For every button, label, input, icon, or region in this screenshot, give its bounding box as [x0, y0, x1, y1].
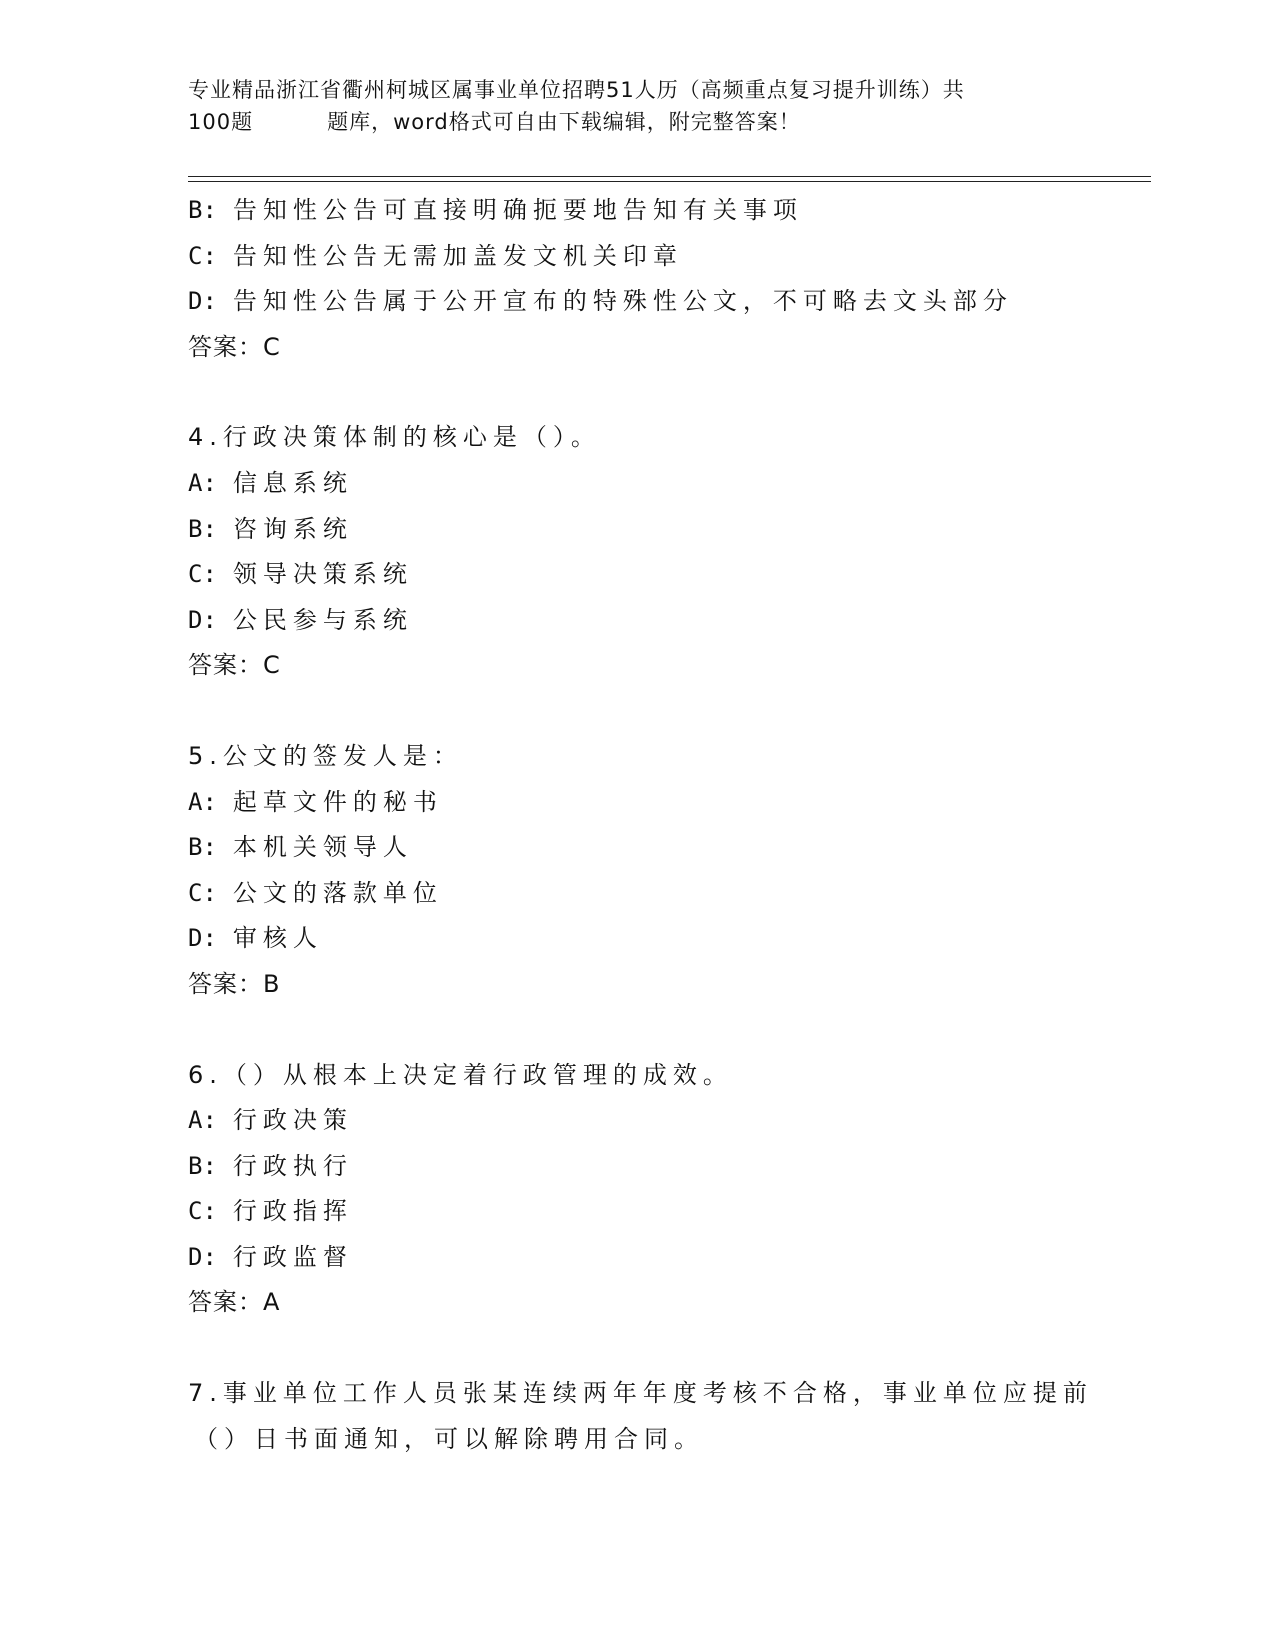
option-row — [188, 1144, 1088, 1190]
option-text: 行政决策 — [232, 1106, 353, 1135]
option-text: 咨询系统 — [232, 514, 353, 543]
question-title: 6.（）从根本上决定着行政管理的成效。 — [188, 1060, 733, 1089]
question-5 — [188, 734, 1088, 1008]
header-line-2-rest: 题库，word格式可自由下载编辑，附完整答案！ — [327, 110, 801, 134]
option-key: B: — [188, 514, 217, 543]
option-row — [188, 552, 1088, 598]
option-row — [188, 1189, 1088, 1235]
header-divider-bottom — [188, 181, 1151, 182]
option-row — [188, 916, 1088, 962]
option-row — [188, 598, 1088, 644]
option-text: 起草文件的秘书 — [232, 787, 443, 816]
header-line-2-count: 100题 — [188, 110, 254, 134]
question-title-continued: （）日书面通知，可以解除聘用合同。 — [194, 1424, 704, 1453]
option-row — [188, 279, 1088, 325]
option-text: 行政指挥 — [232, 1197, 353, 1226]
option-key: D: — [188, 924, 217, 953]
answer-line: 答案：A — [188, 1288, 281, 1317]
option-row — [188, 780, 1088, 826]
option-key: A: — [188, 787, 217, 816]
question-title: 7.事业单位工作人员张某连续两年年度考核不合格，事业单位应提前 — [188, 1379, 1093, 1408]
question-4 — [188, 415, 1088, 689]
option-row — [188, 1235, 1088, 1281]
option-key: C: — [188, 1197, 217, 1226]
answer-line: 答案：C — [188, 651, 281, 680]
question-3-partial — [188, 188, 1088, 370]
option-text: 审核人 — [232, 924, 323, 953]
option-row — [188, 1098, 1088, 1144]
option-key: D: — [188, 605, 217, 634]
document-header — [188, 74, 1088, 138]
header-line-2 — [188, 106, 1088, 138]
option-text: 告知性公告无需加盖发文机关印章 — [232, 241, 683, 270]
option-key: B: — [188, 833, 217, 862]
option-text: 告知性公告可直接明确扼要地告知有关事项 — [232, 196, 803, 224]
header-divider-top — [188, 176, 1151, 177]
option-key: C: — [188, 878, 217, 907]
option-key: A: — [188, 1106, 217, 1135]
question-7 — [188, 1371, 1093, 1462]
option-key: D: — [188, 1242, 217, 1271]
option-key: A: — [188, 468, 217, 497]
answer-line: 答案：C — [188, 332, 281, 361]
option-row — [188, 188, 1088, 234]
option-key: B: — [188, 1151, 217, 1180]
document-body — [188, 188, 1093, 1462]
option-key: C: — [188, 241, 217, 270]
header-line-1: 专业精品浙江省衢州柯城区属事业单位招聘51人历（高频重点复习提升训练）共 — [188, 78, 965, 102]
option-key: D: — [188, 287, 217, 316]
question-title: 4.行政决策体制的核心是（）。 — [188, 423, 601, 452]
option-text: 信息系统 — [232, 468, 353, 497]
option-key: B: — [188, 196, 217, 224]
option-row — [188, 461, 1088, 507]
option-text: 公文的落款单位 — [232, 878, 443, 907]
question-title: 5.公文的签发人是： — [188, 741, 463, 770]
answer-line: 答案：B — [188, 969, 281, 998]
option-key: C: — [188, 560, 217, 589]
option-text: 行政执行 — [232, 1151, 353, 1180]
option-row — [188, 507, 1088, 553]
option-text: 告知性公告属于公开宣布的特殊性公文，不可略去文头部分 — [232, 287, 1013, 316]
option-text: 领导决策系统 — [232, 560, 413, 589]
option-row — [188, 234, 1088, 280]
option-text: 公民参与系统 — [232, 605, 413, 634]
option-row — [188, 871, 1088, 917]
option-row — [188, 825, 1088, 871]
option-text: 行政监督 — [232, 1242, 353, 1271]
question-6 — [188, 1053, 1088, 1327]
option-text: 本机关领导人 — [232, 833, 413, 862]
